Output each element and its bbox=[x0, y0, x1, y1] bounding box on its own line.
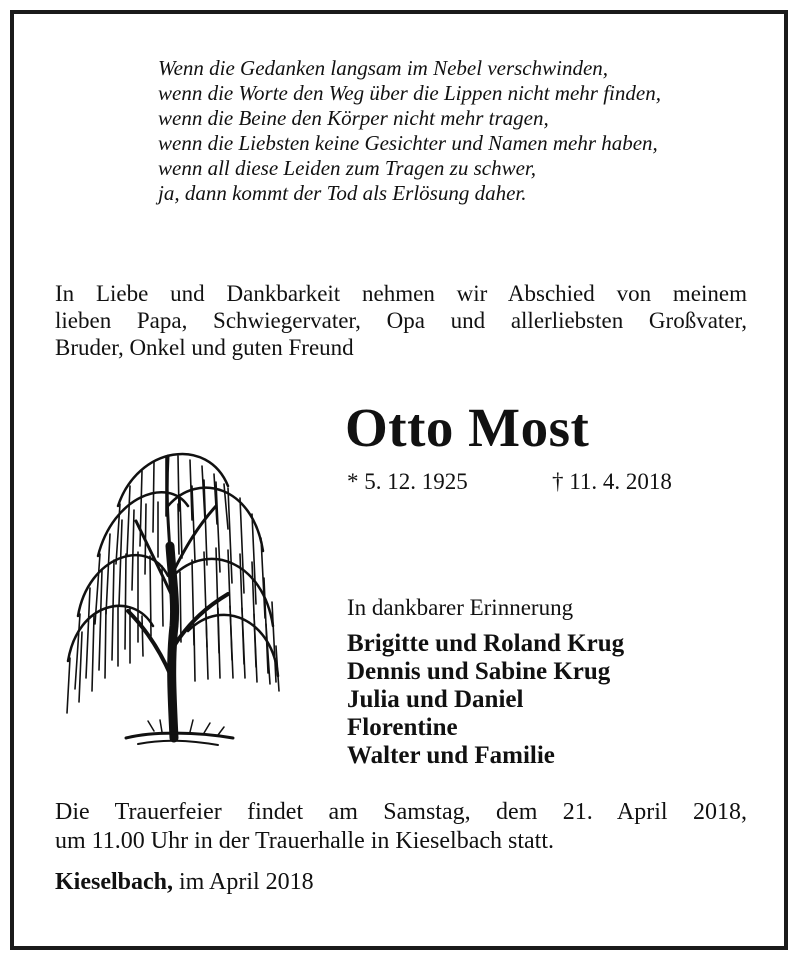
deceased-name: Otto Most bbox=[345, 397, 590, 458]
mourner-name: Florentine bbox=[347, 714, 458, 741]
weeping-willow-tree-icon bbox=[58, 426, 288, 756]
poem bbox=[158, 56, 758, 206]
poem-line: Wenn die Gedanken langsam im Nebel verschwinden, bbox=[158, 56, 609, 80]
signoff-date: im April 2018 bbox=[179, 869, 314, 895]
intro-line: lieben Papa, Schwiegervater, Opa und allerliebsten Großvater, bbox=[55, 308, 747, 333]
service-line: um 11.00 Uhr in der Trauerhalle in Kieselbach statt. bbox=[55, 828, 555, 854]
poem-line: wenn all diese Leiden zum Tragen zu schwer, bbox=[158, 156, 536, 180]
signoff-place: Kieselbach, bbox=[55, 869, 173, 895]
farewell-intro bbox=[55, 280, 747, 361]
mourner-name: Brigitte und Roland Krug bbox=[347, 630, 625, 657]
poem-line: wenn die Beine den Körper nicht mehr tragen, bbox=[158, 106, 549, 130]
life-dates bbox=[347, 467, 672, 497]
funeral-service-info bbox=[55, 798, 747, 856]
poem-line: wenn die Liebsten keine Gesichter und Namen mehr haben, bbox=[158, 131, 658, 155]
mourner-name: Walter und Familie bbox=[347, 742, 555, 769]
intro-line: In Liebe und Dankbarkeit nehmen wir Abschied von meinem bbox=[55, 281, 747, 306]
service-line: Die Trauerfeier findet am Samstag, dem 21. April 2018, bbox=[55, 799, 747, 825]
mourner-name: Julia und Daniel bbox=[347, 686, 524, 713]
memory-heading: In dankbarer Erinnerung bbox=[347, 595, 574, 620]
mourner-list bbox=[347, 630, 624, 770]
birth-date: * 5. 12. 1925 bbox=[347, 469, 468, 494]
poem-line: wenn die Worte den Weg über die Lippen nicht mehr finden, bbox=[158, 81, 661, 105]
place-date-signoff bbox=[55, 867, 314, 897]
poem-line: ja, dann kommt der Tod als Erlösung daher. bbox=[158, 181, 527, 205]
intro-line: Bruder, Onkel und guten Freund bbox=[55, 335, 354, 360]
mourner-name: Dennis und Sabine Krug bbox=[347, 658, 611, 685]
death-date: † 11. 4. 2018 bbox=[552, 469, 672, 494]
